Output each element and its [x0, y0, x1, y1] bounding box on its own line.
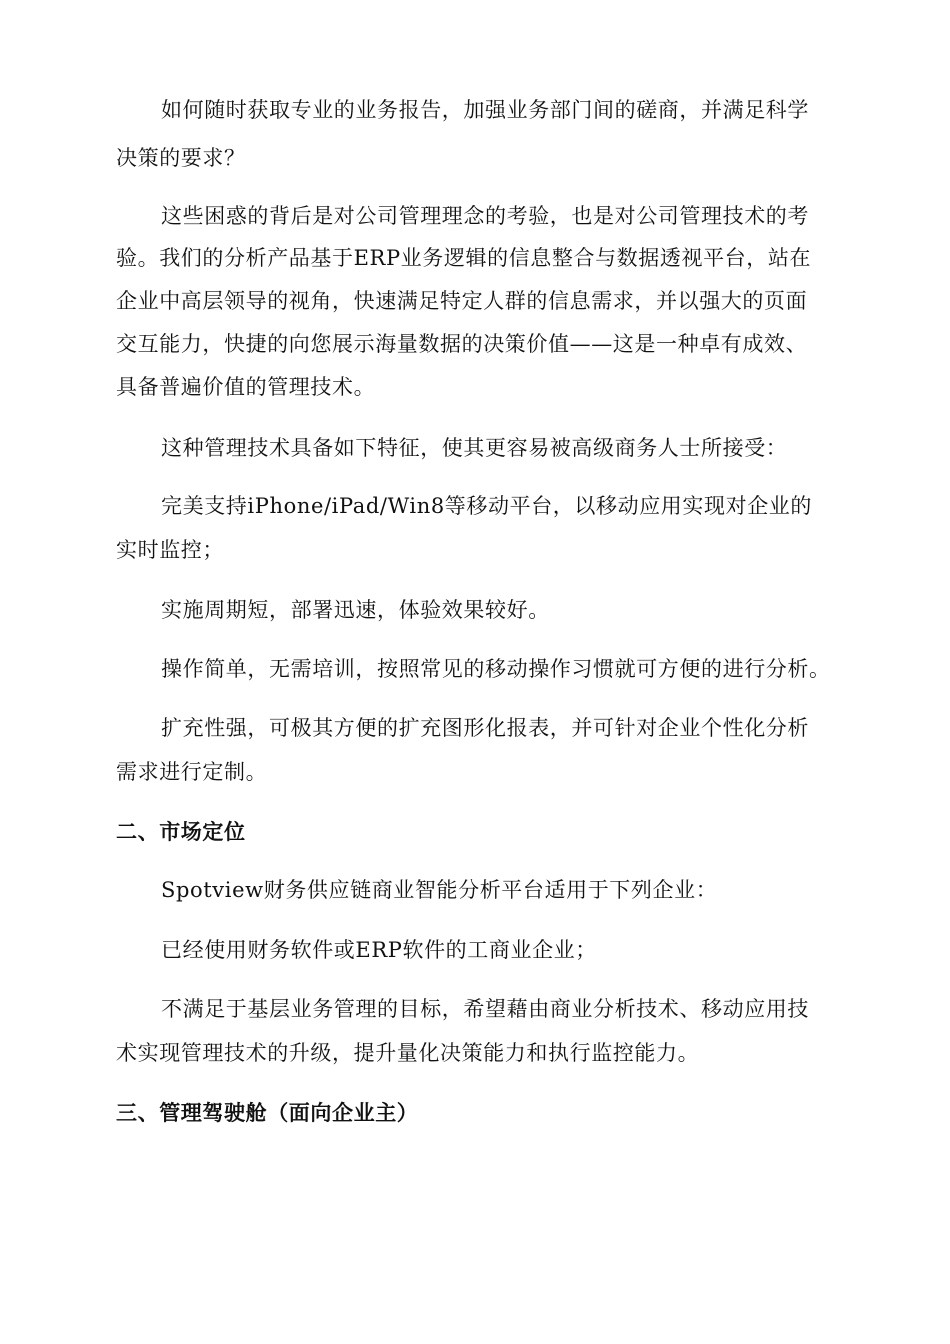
- paragraph-line: 操作简单，无需培训，按照常见的移动操作习惯就可方便的进行分析。: [161, 657, 831, 681]
- paragraph-line: 已经使用财务软件或ERP软件的工商业企业；: [161, 938, 597, 962]
- section-heading: 三、管理驾驶舱（面向企业主）: [116, 1101, 419, 1125]
- paragraph-line: 实施周期短，部署迅速，体验效果较好。: [161, 598, 550, 622]
- paragraph-line: 如何随时获取专业的业务报告，加强业务部门间的磋商，并满足科学: [161, 98, 809, 122]
- paragraph-line: 交互能力，快捷的向您展示海量数据的决策价值——这是一种卓有成效、: [116, 332, 808, 356]
- paragraph-line: 完美支持iPhone/iPad/Win8等移动平台，以移动应用实现对企业的: [161, 494, 812, 518]
- paragraph-line: 实时监控；: [116, 538, 224, 562]
- paragraph-line: 不满足于基层业务管理的目标，希望藉由商业分析技术、移动应用技: [161, 997, 809, 1021]
- paragraph-line: Spotview财务供应链商业智能分析平台适用于下列企业：: [161, 878, 718, 902]
- paragraph-line: 企业中高层领导的视角，快速满足特定人群的信息需求，并以强大的页面: [116, 289, 808, 313]
- paragraph-line: 需求进行定制。: [116, 760, 268, 784]
- paragraph-line: 验。我们的分析产品基于ERP业务逻辑的信息整合与数据透视平台，站在: [116, 246, 812, 270]
- paragraph-line: 这种管理技术具备如下特征，使其更容易被高级商务人士所接受：: [161, 436, 788, 460]
- paragraph-line: 具备普遍价值的管理技术。: [116, 375, 376, 399]
- paragraph-line: 扩充性强，可极其方便的扩充图形化报表，并可针对企业个性化分析: [161, 716, 809, 740]
- paragraph-line: 这些困惑的背后是对公司管理理念的考验，也是对公司管理技术的考: [161, 204, 809, 228]
- section-heading: 二、市场定位: [116, 820, 246, 844]
- paragraph-line: 决策的要求？: [116, 146, 246, 170]
- paragraph-line: 术实现管理技术的升级，提升量化决策能力和执行监控能力。: [116, 1041, 700, 1065]
